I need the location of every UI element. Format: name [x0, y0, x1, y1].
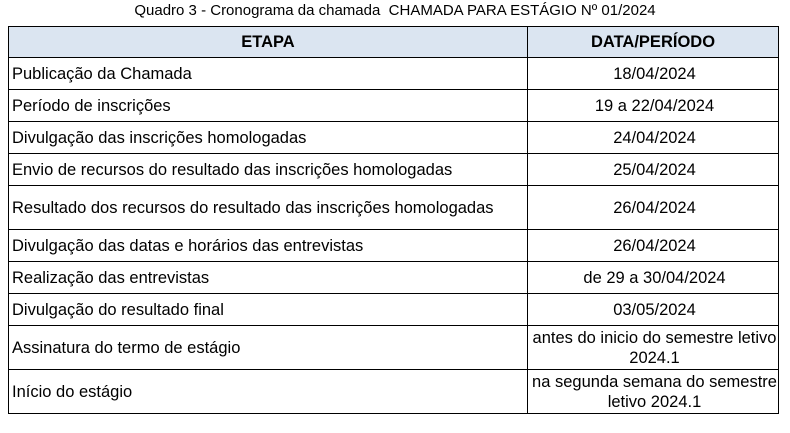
schedule-table — [8, 26, 779, 414]
cell-etapa: Envio de recursos do resultado das inscrições homologadas — [9, 154, 528, 186]
cell-etapa: Divulgação das datas e horários das entrevistas — [9, 230, 528, 262]
table-row — [9, 122, 779, 154]
table-row — [9, 154, 779, 186]
cell-etapa: Resultado dos recursos do resultado das inscrições homologadas — [9, 186, 528, 230]
cell-data: 18/04/2024 — [528, 58, 779, 90]
table-row — [9, 186, 779, 230]
cell-etapa: Divulgação das inscrições homologadas — [9, 122, 528, 154]
cell-etapa: Realização das entrevistas — [9, 262, 528, 294]
table-row — [9, 370, 779, 414]
cell-data: 26/04/2024 — [528, 230, 779, 262]
table-caption: Quadro 3 - Cronograma da chamada CHAMADA PARA ESTÁGIO Nº 01/2024 — [134, 2, 656, 19]
table-row — [9, 262, 779, 294]
table-row — [9, 90, 779, 122]
cell-data: de 29 a 30/04/2024 — [528, 262, 779, 294]
cell-data: 03/05/2024 — [528, 294, 779, 326]
cell-etapa: Assinatura do termo de estágio — [9, 326, 528, 370]
table-row — [9, 294, 779, 326]
header-etapa: ETAPA — [9, 27, 528, 58]
cell-data: antes do inicio do semestre letivo 2024.1 — [528, 326, 779, 370]
cell-etapa: Divulgação do resultado final — [9, 294, 528, 326]
table-row — [9, 58, 779, 90]
cell-data: 25/04/2024 — [528, 154, 779, 186]
cell-data: 26/04/2024 — [528, 186, 779, 230]
cell-etapa: Início do estágio — [9, 370, 528, 414]
header-data-periodo: DATA/PERÍODO — [528, 27, 779, 58]
table-header-row — [9, 27, 779, 58]
cell-data: na segunda semana do semestre letivo 2024.1 — [528, 370, 779, 414]
cell-etapa: Período de inscrições — [9, 90, 528, 122]
cell-data: 24/04/2024 — [528, 122, 779, 154]
table-row — [9, 230, 779, 262]
table-row — [9, 326, 779, 370]
cell-data: 19 a 22/04/2024 — [528, 90, 779, 122]
cell-etapa: Publicação da Chamada — [9, 58, 528, 90]
